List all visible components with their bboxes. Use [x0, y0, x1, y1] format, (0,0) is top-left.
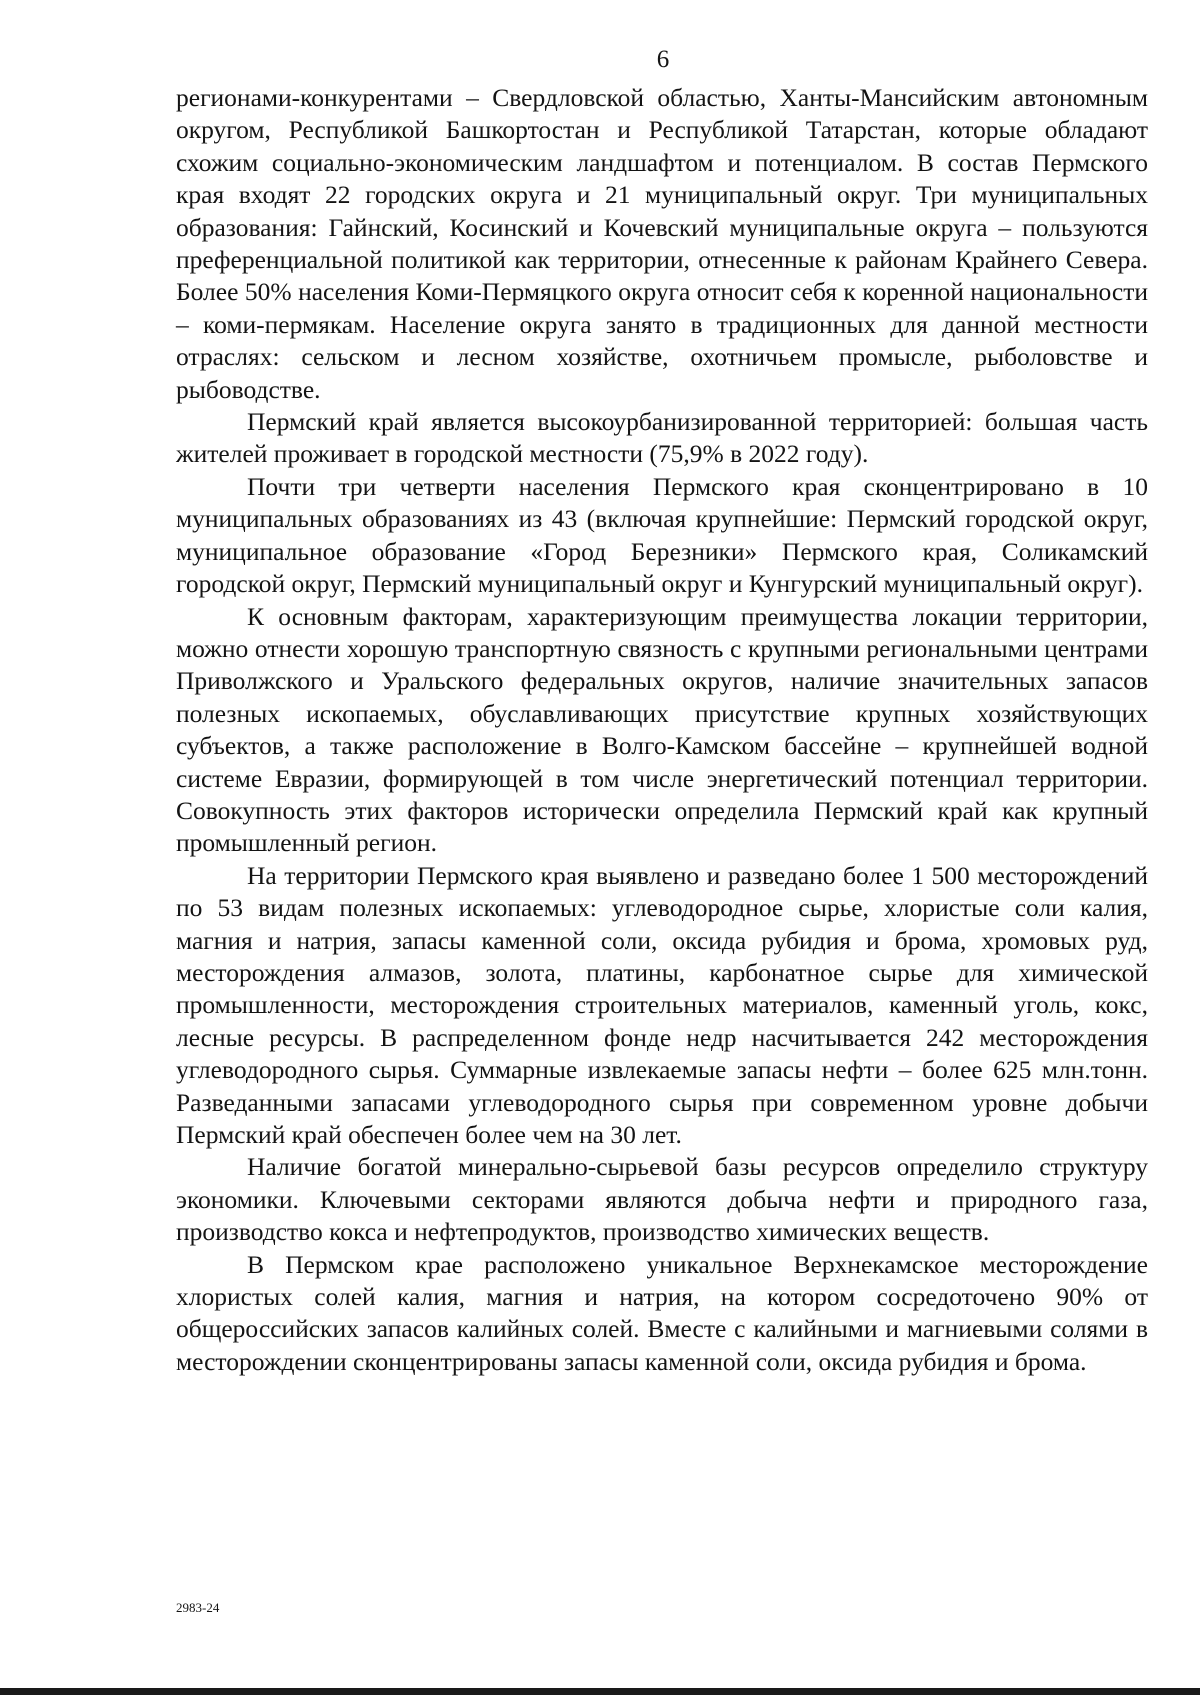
paragraph-economy-structure: Наличие богатой минерально-сырьевой базы ресурсов определило структуру экономики. Ключевыми секторами являются добыча нефти и природного газа, производство кокса и нефтепродуктов, производство химических веществ. [176, 1152, 1148, 1247]
paragraph-location-factors: К основным факторам, характеризующим преимущества локации территории, можно отнести хорошую транспортную связность с крупными региональными центрами Приволжского и Уральского федеральных округов, наличие значительных запасов полезных ископаемых, обуславливающих присутствие крупных хозяйствующих субъектов, а также расположение в Волго-Камском бассейне – крупнейшей водной системе Евразии, формирующей в том числе энергетический потенциал территории. Совокупность этих факторов исторически определила Пермский край как крупный промышленный регион. [176, 601, 1148, 858]
paragraph-mineral-deposits: На территории Пермского края выявлено и разведано более 1 500 месторождений по 53 видам полезных ископаемых: углеводородное сырье, хлористые соли калия, магния и натрия, запасы каменной соли, оксида рубидия и брома, хромовых руд, месторождения алмазов, золота, платины, карбонатное сырье для химической промышленности, месторождения строительных материалов, каменный уголь, кокс, лесные ресурсы. В распределенном фонде недр насчитывается 242 месторождения углеводородного сырья. Суммарные извлекаемые запасы нефти – более 625 млн.тонн. Разведанными запасами углеводородного сырья при современном уровне добычи Пермский край обеспечен более чем на 30 лет. [176, 860, 1148, 1149]
document-code: 2983-24 [176, 1600, 220, 1615]
page-number: 6 [656, 46, 670, 73]
scan-bottom-edge [0, 1688, 1200, 1695]
document-body [176, 82, 1148, 1378]
paragraph-urbanization: Пермский край является высокоурбанизированной территорией: большая часть жителей проживает в городской местности (75,9% в 2022 году). [176, 407, 1148, 469]
paragraph-verkhnekamsk-deposit: В Пермском крае расположено уникальное Верхнекамское месторождение хлористых солей калия, магния и натрия, на котором сосредоточено 90% от общероссийских запасов калийных солей. Вместе с калийными и магниевыми солями в месторождении сконцентрированы запасы каменной соли, оксида рубидия и брома. [176, 1249, 1148, 1376]
paragraph-population-concentration: Почти три четверти населения Пермского края сконцентрировано в 10 муниципальных образованиях из 43 (включая крупнейшие: Пермский городской округ, муниципальное образование «Город Березники» Пермского края, Соликамский городской округ, Пермский муниципальный округ и Кунгурский муниципальный округ). [176, 471, 1148, 599]
paragraph-competitor-regions: регионами-конкурентами – Свердловской областью, Ханты-Мансийским автономным округом, Республикой Башкортостан и Республикой Татарстан, которые обладают схожим социально-экономическим ландшафтом и потенциалом. В состав Пермского края входят 22 городских округа и 21 муниципальный округ. Три муниципальных образования: Гайнский, Косинский и Кочевский муниципальные округа – пользуются преференциальной политикой как территории, отнесенные к районам Крайнего Севера. Более 50% населения Коми-Пермяцкого округа относит себя к коренной национальности – коми-пермякам. Население округа занято в традиционных для данной местности отраслях: сельском и лесном хозяйстве, охотничьем промысле, рыболовстве и рыбоводстве. [176, 83, 1148, 404]
